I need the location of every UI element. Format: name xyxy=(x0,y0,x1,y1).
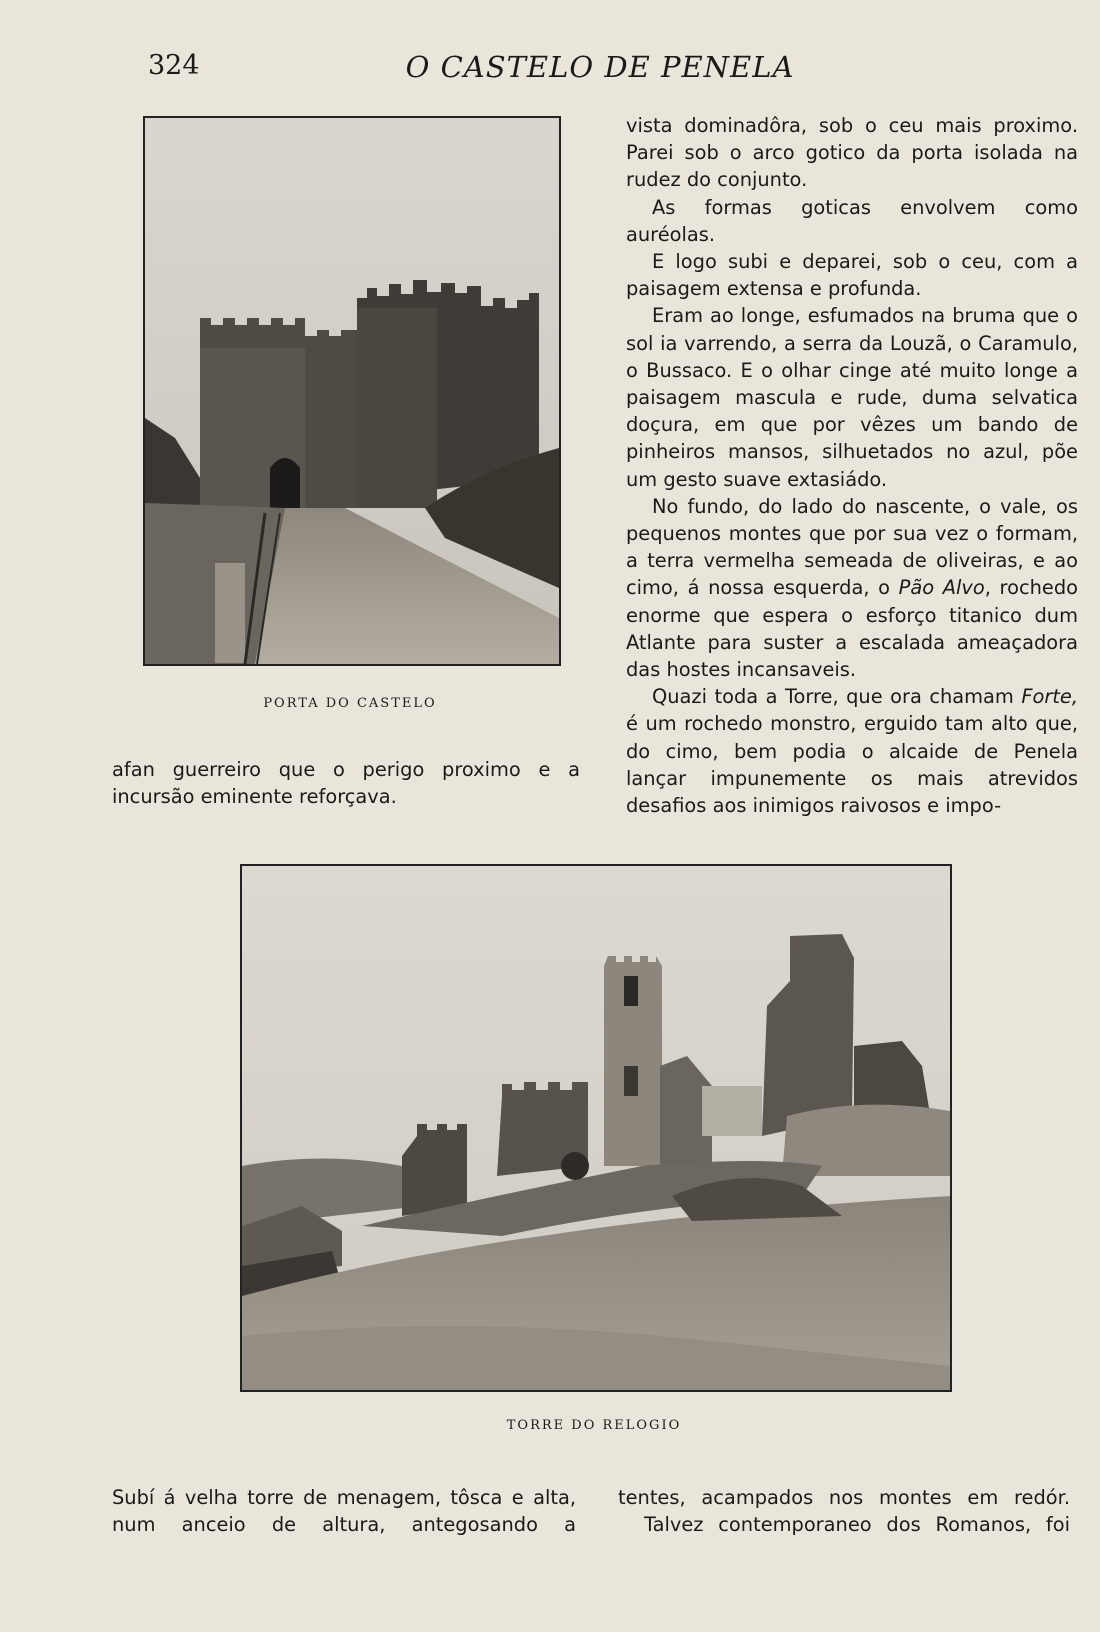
bottom-right-text xyxy=(618,1484,1070,1538)
photo-torre-do-relogio xyxy=(240,864,952,1392)
running-title: O CASTELO DE PENELA xyxy=(405,50,795,84)
paragraph-5-part-a: No fundo, do lado do nascente, o vale, os pequenos montes que por sua vez o formam, a terra vermelha semeada de oliveiras, e ao cimo, á nossa esquerda, o xyxy=(626,494,1078,600)
bottom-left-text: Subí á velha torre de menagem, tôsca e alta, num anceio de altura, antegosando a xyxy=(112,1486,576,1537)
right-column-text xyxy=(626,112,1078,819)
forte-italic: Forte, xyxy=(1021,685,1078,709)
paragraph-1: vista dominadôra, sob o ceu mais proximo. Parei sob o arco gotico da porta isolada na rudez do conjunto. xyxy=(626,114,1078,192)
paragraph-6-part-a: Quazi toda a Torre, que ora chamam xyxy=(652,685,1014,709)
pao-alvo-italic: Pão Alvo xyxy=(898,576,985,600)
bottom-right-line-2: Talvez contemporaneo dos Romanos, foi xyxy=(644,1513,1070,1537)
left-text-line-1: afan guerreiro que o perigo proximo e a xyxy=(112,758,580,781)
paragraph-3: E logo subi e deparei, sob o ceu, com a paisagem extensa e profunda. xyxy=(626,250,1078,301)
left-column-text xyxy=(112,756,580,810)
paragraph-6-part-c: é um rochedo monstro, erguido tam alto que, do cimo, bem podia o alcaide de Penela lançar impunemente os mais atrevidos desafios aos inimigos raivosos e impo- xyxy=(626,712,1078,818)
photo-porta-do-castelo xyxy=(143,116,561,666)
paragraph-5-part-c: , rochedo enorme que espera o esforço titanico dum Atlante para suster a escalada ameaçadora das hostes incansaveis. xyxy=(626,576,1078,682)
castle-gate-image xyxy=(145,118,559,664)
paragraph-5 xyxy=(626,493,1078,683)
paragraph-6 xyxy=(626,683,1078,819)
left-text-line-2: incursão eminente reforçava. xyxy=(112,785,397,809)
caption-porta-do-castelo: PORTA DO CASTELO xyxy=(263,696,437,711)
paragraph-4: Eram ao longe, esfumados na bruma que o sol ia varrendo, a serra da Louzã, o Caramulo, o Bussaco. E o olhar cinge até muito longe a paisagem mascula e rude, duma selvatica doçura, em que por vêzes um bando de pinheiros mansos, silhuetados no azul, põe um gesto suave extasiádo. xyxy=(626,304,1078,491)
caption-torre-do-relogio: TORRE DO RELOGIO xyxy=(506,1418,682,1433)
clock-tower-image xyxy=(242,866,950,1390)
page-number: 324 xyxy=(148,50,200,81)
bottom-right-line-1: tentes, acampados nos montes em redór. xyxy=(618,1486,1070,1509)
paragraph-2: As formas goticas envolvem como auréolas. xyxy=(626,195,1078,246)
